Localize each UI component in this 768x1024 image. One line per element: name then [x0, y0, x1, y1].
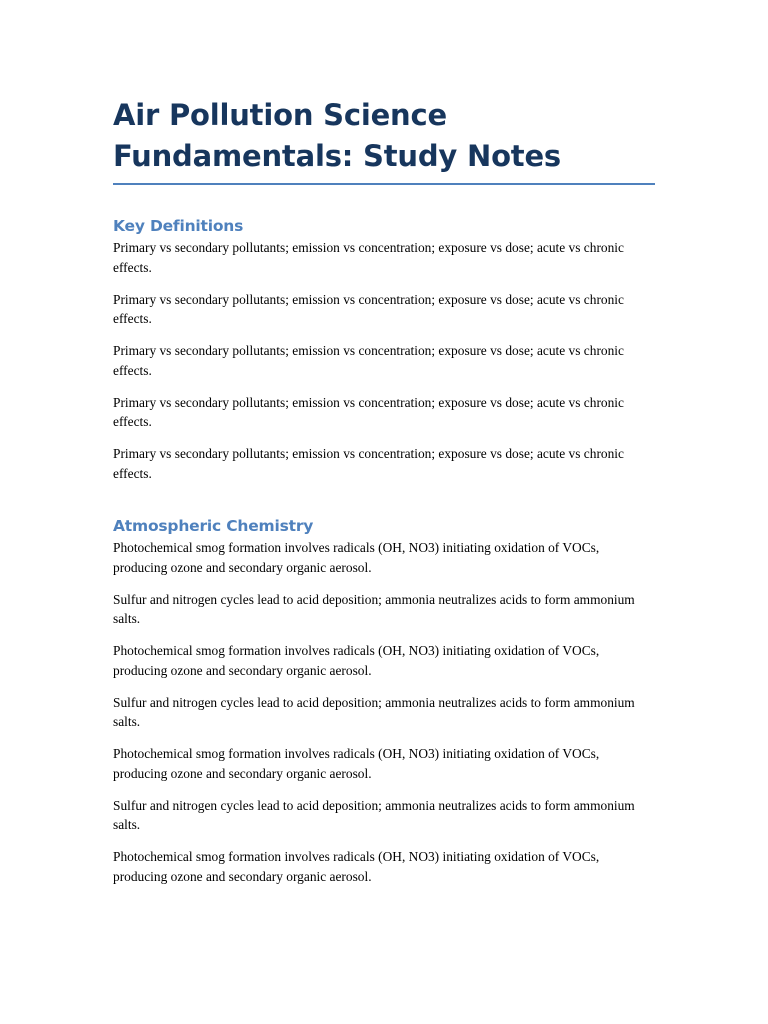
- paragraph: Photochemical smog formation involves radicals (OH, NO3) initiating oxidation of VOCs, producing ozone and secondary organic aerosol.: [113, 643, 600, 678]
- document-page: [113, 95, 655, 886]
- section-heading: Atmospheric Chemistry: [113, 517, 314, 535]
- paragraph: Photochemical smog formation involves radicals (OH, NO3) initiating oxidation of VOCs, producing ozone and secondary organic aerosol.: [113, 849, 600, 884]
- section-heading: Key Definitions: [113, 217, 244, 235]
- paragraph: Primary vs secondary pollutants; emission vs concentration; exposure vs dose; acute vs chronic effects.: [113, 291, 624, 326]
- paragraph: Sulfur and nitrogen cycles lead to acid deposition; ammonia neutralizes acids to form ammonium salts.: [113, 694, 635, 729]
- paragraph: Sulfur and nitrogen cycles lead to acid deposition; ammonia neutralizes acids to form ammonium salts.: [113, 797, 635, 832]
- paragraph: Photochemical smog formation involves radicals (OH, NO3) initiating oxidation of VOCs, producing ozone and secondary organic aerosol.: [113, 746, 600, 781]
- paragraph: Primary vs secondary pollutants; emission vs concentration; exposure vs dose; acute vs chronic effects.: [113, 394, 624, 429]
- paragraph: Sulfur and nitrogen cycles lead to acid deposition; ammonia neutralizes acids to form ammonium salts.: [113, 591, 635, 626]
- paragraph: Primary vs secondary pollutants; emission vs concentration; exposure vs dose; acute vs chronic effects.: [113, 446, 624, 481]
- paragraph: Photochemical smog formation involves radicals (OH, NO3) initiating oxidation of VOCs, producing ozone and secondary organic aerosol.: [113, 540, 600, 575]
- section-key-definitions: [113, 216, 655, 483]
- paragraph: Primary vs secondary pollutants; emission vs concentration; exposure vs dose; acute vs chronic effects.: [113, 343, 624, 378]
- document-title: Air Pollution Science Fundamentals: Study Notes: [113, 95, 655, 185]
- section-atmospheric-chemistry: [113, 516, 655, 886]
- paragraph: Primary vs secondary pollutants; emission vs concentration; exposure vs dose; acute vs chronic effects.: [113, 240, 624, 275]
